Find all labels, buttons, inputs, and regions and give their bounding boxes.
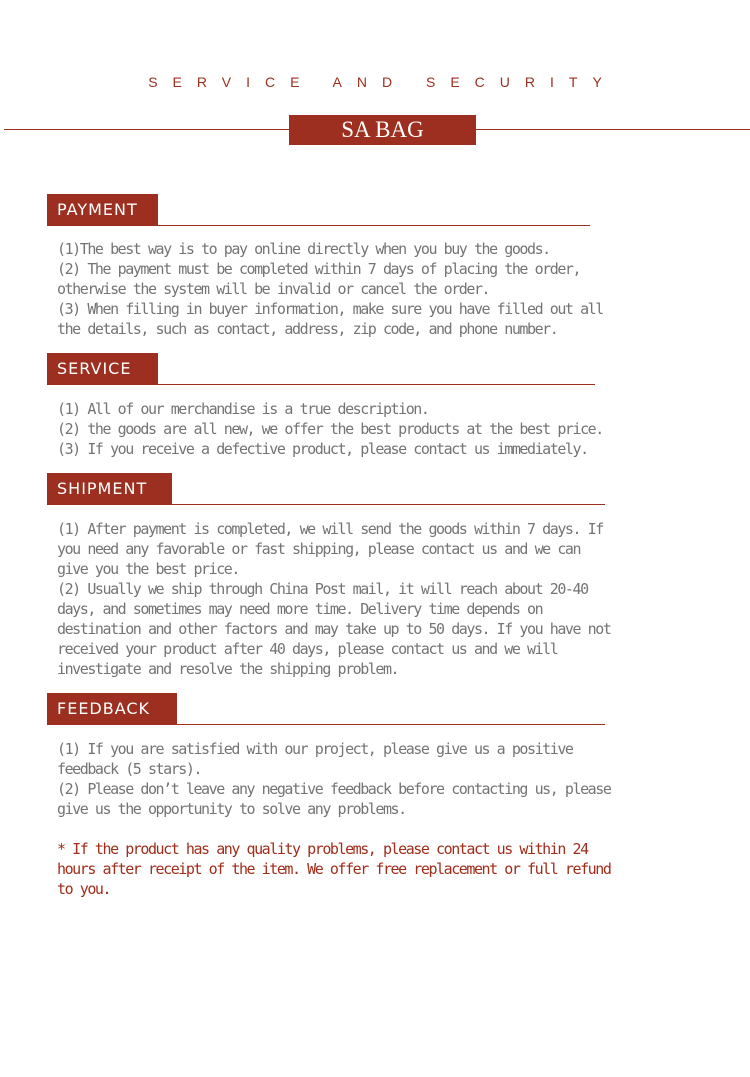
section-label-service: SERVICE <box>47 353 158 385</box>
body-line: feedback (5 stars). <box>57 760 202 778</box>
body-line: (1)The best way is to pay online directly when you buy the goods. <box>57 240 550 258</box>
body-line: (2) the goods are all new, we offer the best products at the best price. <box>57 420 603 438</box>
section-body-service <box>57 399 737 459</box>
note-line: * If the product has any quality problems, please contact us within 24 <box>57 840 588 858</box>
note-line: to you. <box>57 880 111 898</box>
brand-badge: SA BAG <box>289 115 476 145</box>
section-label-feedback: FEEDBACK <box>47 693 177 725</box>
note-line: hours after receipt of the item. We offer free replacement or full refund <box>57 860 611 878</box>
section-underline <box>177 724 605 725</box>
body-line: (2) Usually we ship through China Post mail, it will reach about 20-40 <box>57 580 588 598</box>
section-underline <box>158 225 590 226</box>
body-line: (3) When filling in buyer information, make sure you have filled out all <box>57 300 603 318</box>
body-line: otherwise the system will be invalid or cancel the order. <box>57 280 490 298</box>
body-line: received your product after 40 days, please contact us and we will <box>57 640 558 658</box>
section-body-payment <box>57 239 737 339</box>
section-body-shipment <box>57 519 737 679</box>
body-line: (1) If you are satisfied with our project, please give us a positive <box>57 740 573 758</box>
body-line: investigate and resolve the shipping problem. <box>57 660 399 678</box>
body-line: destination and other factors and may take up to 50 days. If you have not <box>57 620 611 638</box>
body-line: (1) All of our merchandise is a true description. <box>57 400 429 418</box>
body-line: (1) After payment is completed, we will send the goods within 7 days. If <box>57 520 603 538</box>
quality-guarantee-note <box>57 839 737 899</box>
section-underline <box>158 384 595 385</box>
body-line: (3) If you receive a defective product, please contact us immediately. <box>57 440 588 458</box>
section-label-payment: PAYMENT <box>47 194 158 226</box>
body-line: (2) The payment must be completed within 7 days of placing the order, <box>57 260 581 278</box>
page-title: SERVICE AND SECURITY <box>148 74 617 90</box>
body-line: days, and sometimes may need more time. Delivery time depends on <box>57 600 543 618</box>
section-body-feedback <box>57 739 737 819</box>
section-label-shipment: SHIPMENT <box>47 473 172 505</box>
body-line: give you the best price. <box>57 560 239 578</box>
section-underline <box>172 504 605 505</box>
body-line: give us the opportunity to solve any problems. <box>57 800 406 818</box>
body-line: the details, such as contact, address, zip code, and phone number. <box>57 320 558 338</box>
body-line: (2) Please don’t leave any negative feedback before contacting us, please <box>57 780 611 798</box>
body-line: you need any favorable or fast shipping, please contact us and we can <box>57 540 581 558</box>
